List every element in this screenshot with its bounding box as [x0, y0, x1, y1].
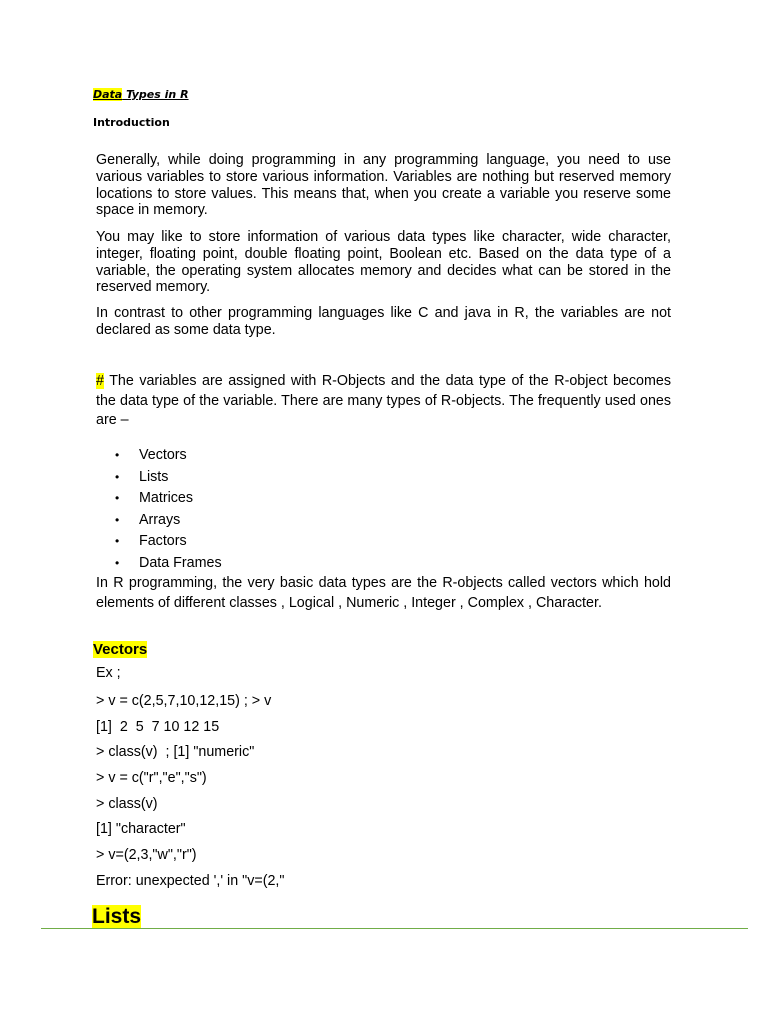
vectors-heading-text: Vectors — [93, 641, 148, 658]
bullet-icon: • — [115, 448, 120, 462]
vectors-heading — [93, 640, 147, 659]
code-line: > class(v) ; [1] "numeric" — [96, 744, 255, 760]
paragraph-3: In contrast to other programming languages like C and java in R, the variables are not declared as some data type. — [96, 305, 671, 338]
code-line: [1] 2 5 7 10 12 15 — [96, 719, 220, 735]
title-highlight: Data — [93, 88, 123, 101]
document-title — [93, 88, 189, 101]
paragraph-2: You may like to store information of various data types like character, wide character, integer, floating point, double floating point, Boolean etc. Based on the data type of a variable, the operating system allocates memory and decides what can be stored in the reserved memory. — [96, 229, 671, 296]
bullet-icon: • — [115, 491, 120, 505]
code-line: Error: unexpected ',' in "v=(2," — [96, 873, 285, 889]
hash-marker: # — [96, 373, 104, 389]
list-item-label: Arrays — [139, 511, 181, 528]
list-item — [96, 488, 222, 510]
heading-underline-rule — [41, 928, 748, 929]
list-item-label: Data Frames — [139, 554, 222, 571]
code-line: > v = c(2,5,7,10,12,15) ; > v — [96, 693, 272, 709]
code-line: > class(v) — [96, 796, 158, 812]
code-line: > v=(2,3,"w","r") — [96, 847, 197, 863]
code-line: > v = c("r","e","s") — [96, 770, 207, 786]
title-rest: Types in R — [122, 88, 189, 101]
list-item-label: Lists — [139, 468, 169, 485]
list-item-label: Matrices — [139, 490, 194, 506]
list-item — [96, 445, 222, 467]
list-item-label: Factors — [139, 533, 187, 549]
list-item — [96, 553, 222, 575]
lists-heading — [92, 904, 141, 930]
section-subtitle: Introduction — [93, 116, 170, 129]
code-line: Ex ; — [96, 665, 121, 681]
bullet-icon: • — [115, 534, 120, 548]
bullet-icon: • — [115, 469, 120, 484]
object-type-list — [96, 445, 222, 574]
list-item — [96, 510, 222, 532]
list-item-label: Vectors — [139, 447, 187, 463]
list-item — [96, 467, 222, 489]
bullet-icon: • — [115, 512, 120, 527]
lists-heading-text: Lists — [92, 905, 142, 928]
paragraph-5: In R programming, the very basic data types are the R-objects called vectors which hold elements of different classes , Logical , Numeric , Integer , Complex , Character. — [96, 575, 671, 611]
paragraph-4-text: The variables are assigned with R-Objects and the data type of the R-object becomes the data type of the variable. There are many types of R-objects. The frequently used ones are – — [96, 373, 671, 428]
code-line: [1] "character" — [96, 821, 186, 837]
paragraph-4 — [96, 372, 671, 431]
paragraph-1: Generally, while doing programming in any programming language, you need to use various variables to store various information. Variables are nothing but reserved memory locations to store values. This means that, when you create a variable you reserve some space in memory. — [96, 152, 671, 219]
list-item — [96, 531, 222, 553]
bullet-icon: • — [115, 555, 120, 570]
